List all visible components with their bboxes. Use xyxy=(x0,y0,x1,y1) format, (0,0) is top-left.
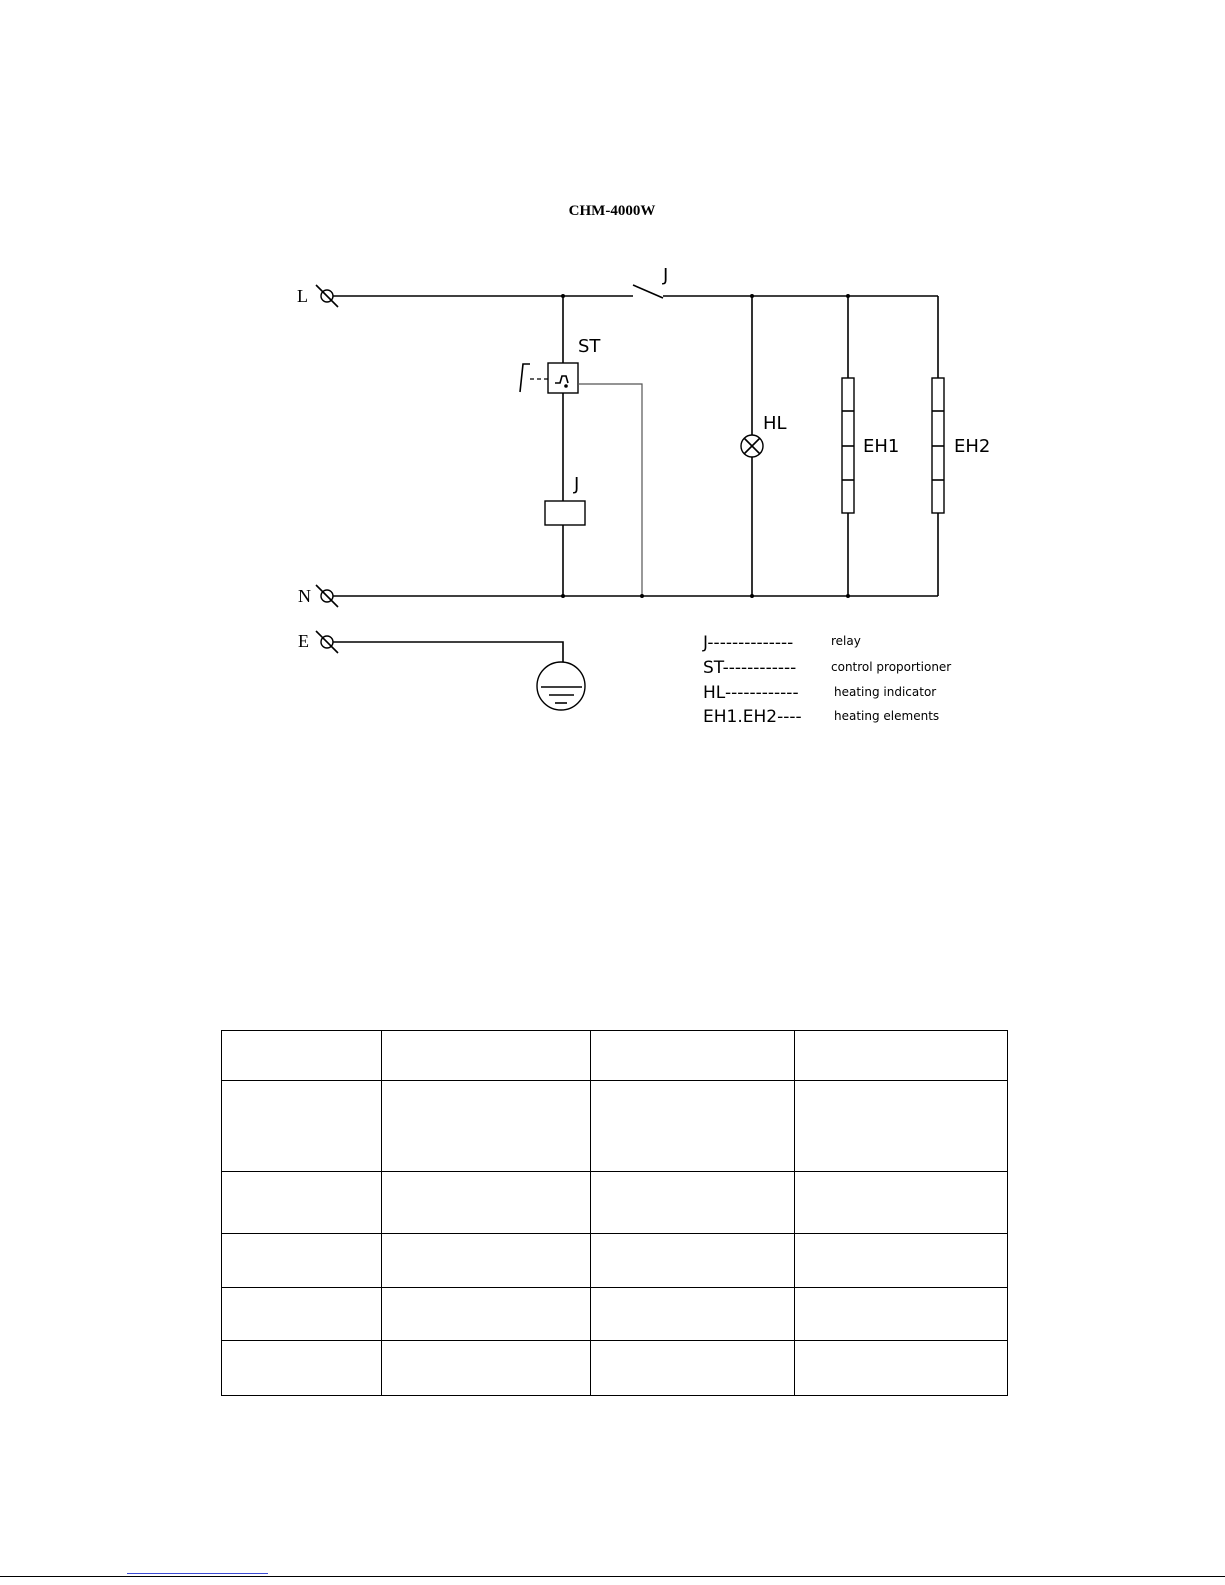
terminal-n xyxy=(298,585,338,607)
spec-table xyxy=(221,1030,1008,1396)
footer-link-underline xyxy=(127,1573,268,1574)
table-row xyxy=(222,1172,1008,1234)
table-cell xyxy=(795,1172,1008,1234)
legend xyxy=(702,633,951,727)
legend-item xyxy=(703,658,951,678)
heating-element-eh1 xyxy=(842,378,899,513)
table-cell xyxy=(591,1234,795,1288)
heating-indicator-hl xyxy=(741,413,787,457)
legend-symbol: ST xyxy=(703,658,723,678)
svg-text:HL------------ xyxy=(703,683,799,703)
legend-item xyxy=(702,633,861,653)
table-row xyxy=(222,1288,1008,1341)
terminal-l xyxy=(297,285,338,307)
table-cell xyxy=(382,1031,591,1081)
table-cell xyxy=(222,1234,382,1288)
legend-symbol: HL xyxy=(703,683,725,703)
legend-dashes: -------------- xyxy=(707,633,794,653)
table-cell xyxy=(382,1341,591,1396)
table-cell xyxy=(222,1172,382,1234)
terminal-e-label: E xyxy=(298,631,309,651)
svg-text:ST------------ xyxy=(703,658,796,678)
table-row xyxy=(222,1234,1008,1288)
legend-symbol: J xyxy=(703,633,708,653)
legend-item xyxy=(703,683,936,703)
heating-element-eh2 xyxy=(932,378,990,513)
table-cell xyxy=(591,1172,795,1234)
legend-description: heating elements xyxy=(834,709,940,723)
table-cell xyxy=(591,1031,795,1081)
table-row xyxy=(222,1081,1008,1172)
legend-description: control proportioner xyxy=(831,660,952,674)
earth-wire xyxy=(333,642,563,687)
table-cell xyxy=(222,1341,382,1396)
ground-icon xyxy=(537,662,585,710)
table-cell xyxy=(795,1288,1008,1341)
element-2-label: EH2 xyxy=(954,436,991,457)
table-cell xyxy=(222,1288,382,1341)
footer-rule xyxy=(0,1576,1225,1577)
table-cell xyxy=(795,1031,1008,1081)
terminal-n-label: N xyxy=(298,586,311,606)
legend-description: relay xyxy=(831,634,861,648)
legend-dashes: ------------ xyxy=(724,683,799,703)
table-cell xyxy=(795,1234,1008,1288)
relay-coil xyxy=(545,474,585,525)
wiring-diagram xyxy=(0,0,1225,760)
legend-symbol: EH1.EH2 xyxy=(703,707,778,727)
element-1-label: EH1 xyxy=(863,436,900,457)
table-cell xyxy=(382,1172,591,1234)
legend-dashes: ---- xyxy=(777,707,802,727)
relay-contact-label: J xyxy=(663,265,669,286)
table-row xyxy=(222,1341,1008,1396)
diagram-title: CHM-4000W xyxy=(568,203,656,219)
thermostat-sensor-wire xyxy=(578,384,642,596)
table-cell xyxy=(222,1031,382,1081)
relay-coil-label: J xyxy=(574,474,580,495)
relay-contact xyxy=(633,265,668,298)
legend-item xyxy=(703,707,939,727)
svg-text:J-------------- xyxy=(702,633,793,653)
table-cell xyxy=(591,1081,795,1172)
table-cell xyxy=(222,1081,382,1172)
thermostat-label: ST xyxy=(578,336,601,357)
terminal-l-label: L xyxy=(297,286,308,306)
table-cell xyxy=(591,1288,795,1341)
table-cell xyxy=(795,1341,1008,1396)
table-cell xyxy=(382,1234,591,1288)
svg-text:EH1.EH2---- xyxy=(703,707,802,727)
legend-dashes: ------------ xyxy=(722,658,797,678)
indicator-label: HL xyxy=(763,413,787,434)
table-cell xyxy=(795,1081,1008,1172)
table-cell xyxy=(382,1288,591,1341)
table-cell xyxy=(591,1341,795,1396)
table-row xyxy=(222,1031,1008,1081)
terminal-e xyxy=(298,631,338,653)
legend-description: heating indicator xyxy=(834,685,937,699)
table-cell xyxy=(382,1081,591,1172)
